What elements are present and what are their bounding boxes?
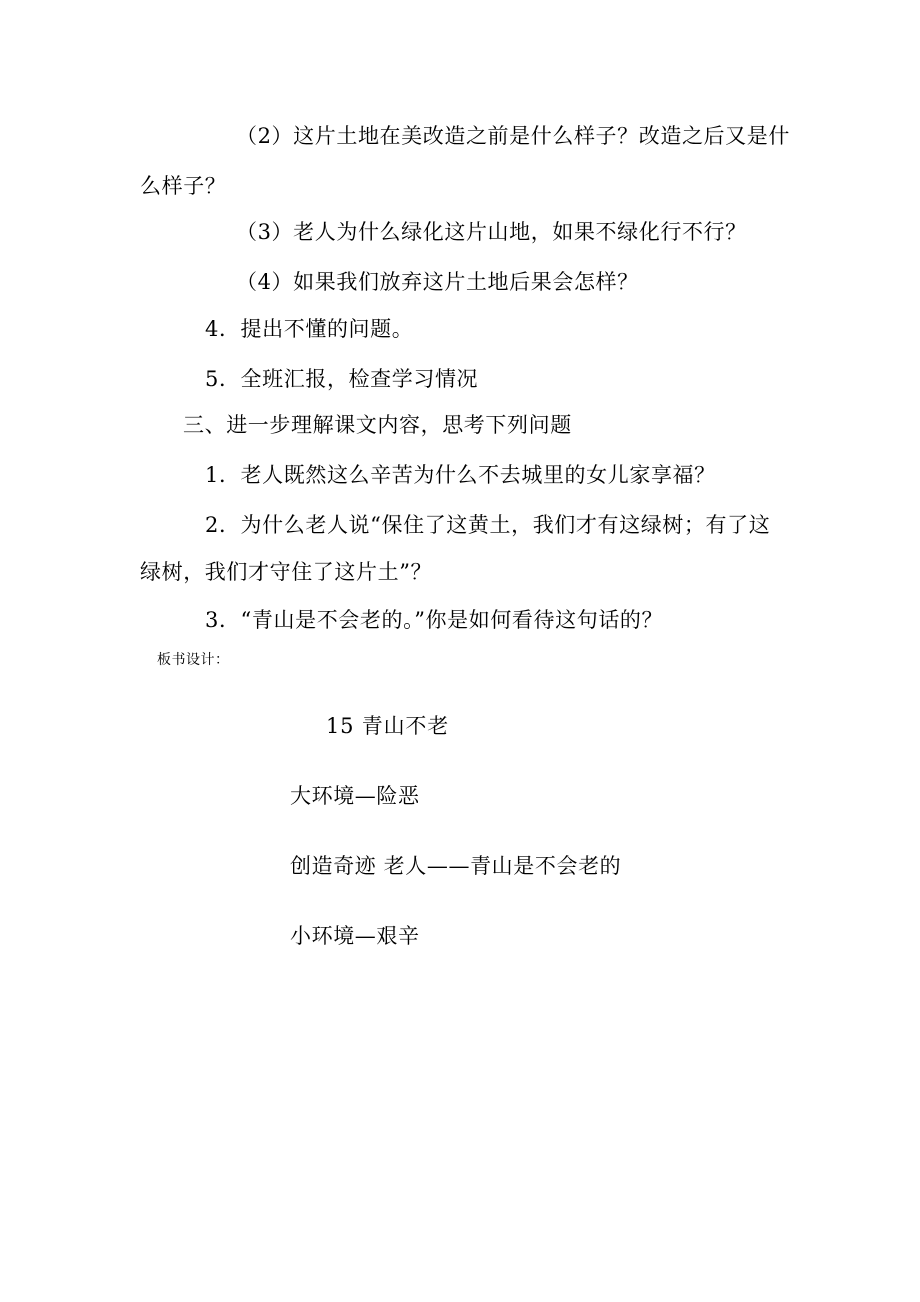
board-item-small-environment: 小环境—艰辛 <box>290 924 420 948</box>
discussion-question-1: 1．老人既然这么辛苦为什么不去城里的女儿家享福？ <box>205 463 716 487</box>
discussion-question-2-line-2 <box>140 558 432 586</box>
board-item-miracle: 创造奇迹 老人——青山是不会老的 <box>290 854 622 878</box>
discussion-question-3: 3．“青山是不会老的。”你是如何看待这句话的？ <box>205 608 664 632</box>
discussion-question-2-end: ”？ <box>399 560 433 584</box>
section-three-heading: 三、进一步理解课文内容，思考下列问题 <box>183 413 572 437</box>
question-3: （3）老人为什么绿化这片山地，如果不绿化行不行？ <box>236 220 747 244</box>
discussion-question-2-line-1: 2．为什么老人说“保住了这黄土，我们才有这绿树；有了这 <box>205 513 771 537</box>
board-item-large-environment: 大环境—险恶 <box>290 784 420 808</box>
discussion-question-2-text: 绿树，我们才守住了这片土 <box>140 560 400 584</box>
question-4: （4）如果我们放弃这片土地后果会怎样？ <box>236 270 639 294</box>
step-4: 4．提出不懂的问题。 <box>205 317 414 341</box>
question-2-line-2: 么样子？ <box>140 174 227 198</box>
board-design-label: 板书设计： <box>157 652 230 668</box>
step-5: 5．全班汇报，检查学习情况 <box>205 367 479 391</box>
question-2-line-1: （2）这片土地在美改造之前是什么样子？改造之后又是什 <box>236 124 790 148</box>
board-title: 15 青山不老 <box>326 714 449 738</box>
